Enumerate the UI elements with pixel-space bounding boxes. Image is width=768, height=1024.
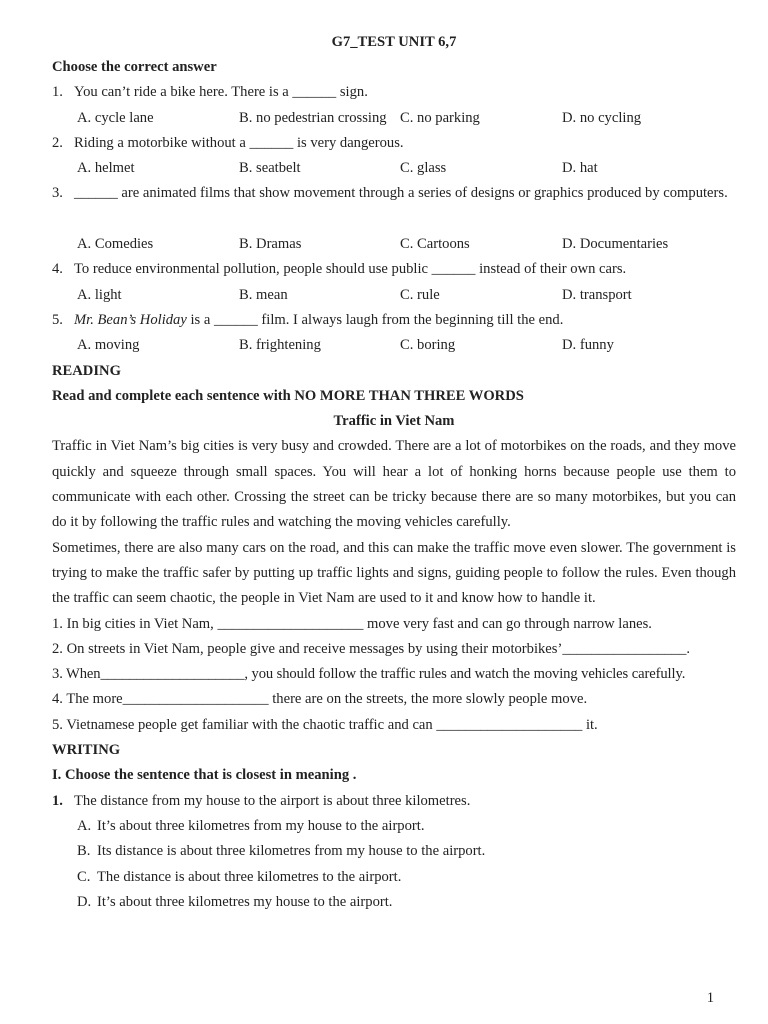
page-number: 1 <box>706 990 714 1006</box>
passage-paragraph-1: Traffic in Viet Nam’s big cities is very busy and crowded. There are a lot of motorbikes on the roads, and they move quickly and squeeze through small spaces. You will hear a lot of honking horns because people use them to communicate with each other. Crossing the street can be tricky because there are so many motorbikes, but you can do it by following the traffic rules and watching the moving vehicles carefully. <box>52 438 736 531</box>
option-text: It’s about three kilometres my house to the airport. <box>97 893 393 910</box>
writing-instruction: I. Choose the sentence that is closest in meaning . <box>52 767 357 784</box>
option-text: Its distance is about three kilometres from my house to the airport. <box>97 843 486 860</box>
option-b: B. no pedestrian crossing <box>239 109 387 126</box>
options-4 <box>52 283 736 308</box>
section-heading: Choose the correct answer <box>52 59 217 75</box>
question-text: Riding a motorbike without a ______ is very dangerous. <box>74 134 404 151</box>
options-2 <box>52 156 736 181</box>
option-d: D. no cycling <box>562 109 642 126</box>
option-b: B. mean <box>239 286 288 303</box>
option-c: C. glass <box>400 160 447 177</box>
option-d: D. transport <box>562 286 632 303</box>
question-2 <box>52 131 736 156</box>
writing-option-d <box>52 890 736 915</box>
question-5 <box>52 308 736 333</box>
reading-heading: READING <box>52 362 121 379</box>
option-c: C. boring <box>400 337 456 354</box>
option-a: A. Comedies <box>77 236 154 253</box>
reading-item-2: 2. On streets in Viet Nam, people give and receive messages by using their motorbikes’_________________. <box>52 640 691 657</box>
reading-item-3: 3. When____________________, you should follow the traffic rules and watch the moving vehicles carefully. <box>52 666 686 683</box>
question-text: To reduce environmental pollution, people should use public ______ instead of their own cars. <box>74 261 627 278</box>
option-letter: C. <box>77 868 91 885</box>
option-a: A. cycle lane <box>77 109 154 126</box>
reading-item-4: 4. The more____________________ there are on the streets, the more slowly people move. <box>52 691 588 708</box>
question-number: 5. <box>52 311 63 328</box>
writing-option-c <box>52 865 736 890</box>
option-letter: D. <box>77 893 92 910</box>
option-d: D. Documentaries <box>562 236 669 253</box>
option-b: B. frightening <box>239 337 321 354</box>
writing-option-a <box>52 814 736 839</box>
question-text-rest: is a ______ film. I always laugh from the beginning till the end. <box>186 311 564 328</box>
question-text: ______ are animated films that show movement through a series of designs or graphics produced by computers. <box>74 185 728 202</box>
reading-item-5: 5. Vietnamese people get familiar with the chaotic traffic and can ____________________ it. <box>52 716 598 733</box>
passage-paragraph-2: Sometimes, there are also many cars on the road, and this can make the traffic move even slower. The government is trying to make the traffic safer by putting up traffic lights and signs, guiding people to follow the rules. Even though the traffic can seem chaotic, the people in Viet Nam are used to it and know how to handle it. <box>52 539 736 607</box>
option-letter: A. <box>77 817 92 834</box>
option-c: C. rule <box>400 286 440 303</box>
option-text: The distance is about three kilometres to the airport. <box>97 868 402 885</box>
passage-title: Traffic in Viet Nam <box>333 413 455 430</box>
question-text: You can’t ride a bike here. There is a ______ sign. <box>74 84 368 101</box>
question-1 <box>52 80 736 105</box>
film-title: Mr. Bean’s Holiday <box>74 311 187 328</box>
option-b: B. Dramas <box>239 236 302 253</box>
option-letter: B. <box>77 843 91 860</box>
question-number: 2. <box>52 134 63 151</box>
options-1 <box>52 106 736 131</box>
question-4 <box>52 257 736 282</box>
option-text: It’s about three kilometres from my house to the airport. <box>97 817 425 834</box>
option-c: C. no parking <box>400 109 480 126</box>
option-d: D. hat <box>562 160 598 177</box>
page-title: G7_TEST UNIT 6,7 <box>331 34 457 50</box>
option-a: A. helmet <box>77 160 135 177</box>
question-text <box>74 308 736 333</box>
writing-question-1 <box>52 789 736 814</box>
question-number: 4. <box>52 261 63 278</box>
question-number: 3. <box>52 185 63 202</box>
option-c: C. Cartoons <box>400 236 470 253</box>
question-number: 1. <box>52 84 63 101</box>
option-a: A. light <box>77 286 122 303</box>
reading-item-1: 1. In big cities in Viet Nam, ____________________ move very fast and can go through narrow lanes. <box>52 615 652 632</box>
option-a: A. moving <box>77 337 140 354</box>
question-number: 1. <box>52 792 63 809</box>
option-d: D. funny <box>562 337 614 354</box>
option-b: B. seatbelt <box>239 160 301 177</box>
question-text: The distance from my house to the airport is about three kilometres. <box>74 792 471 809</box>
options-3 <box>52 232 736 257</box>
options-5 <box>52 333 736 358</box>
writing-option-b <box>52 839 736 864</box>
writing-heading: WRITING <box>52 742 121 759</box>
reading-instruction: Read and complete each sentence with NO MORE THAN THREE WORDS <box>52 387 524 404</box>
worksheet-page <box>52 30 736 915</box>
question-3 <box>52 181 736 232</box>
